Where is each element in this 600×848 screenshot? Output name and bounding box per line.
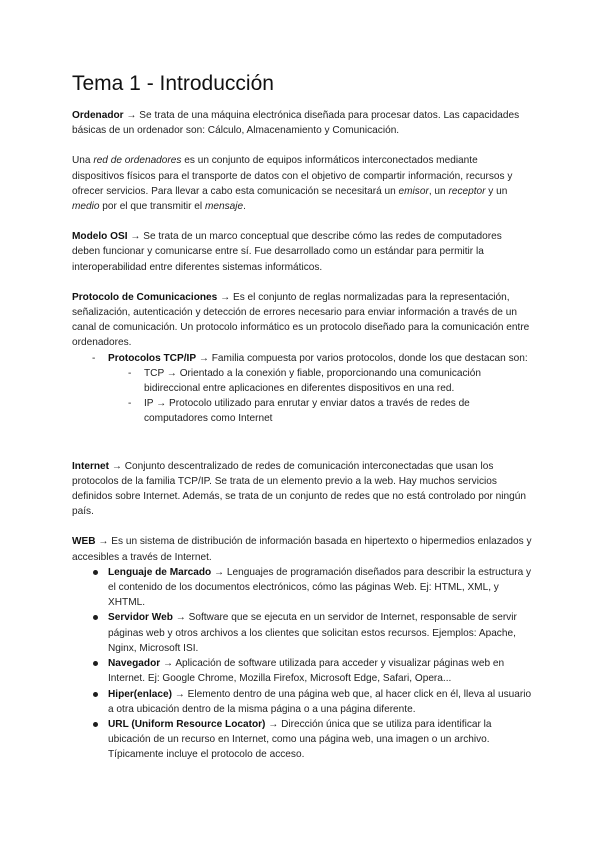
paragraph-web xyxy=(72,534,532,564)
term-emisor: emisor xyxy=(398,185,429,197)
text-red-5: por el que transmitir el xyxy=(99,201,205,213)
text-lenguaje-marcado: → Lenguajes de programación diseñados para describir la estructura y el contenido de los documentos electrónicos, cómo las páginas Web. Ej: HTML, XML, y XHTML. xyxy=(108,566,532,609)
paragraph-ordenador xyxy=(72,108,532,138)
list-protocolos xyxy=(72,351,532,427)
text-osi: → Se trata de un marco conceptual que describe cómo las redes de computadores deben funcionar y comunicarse entre sí. Fue desarrollado como un estándar para permitir la interoperabilidad entre diferentes sistemas informáticos. xyxy=(72,231,502,273)
text-ordenador: → Se trata de una máquina electrónica diseñada para procesar datos. Las capacidades básicas de un ordenador son: Cálculo, Almacenamiento y Comunicación. xyxy=(72,110,520,137)
text-red-1: Una xyxy=(72,155,94,167)
text-red-3: , un xyxy=(428,185,449,197)
list-item-ip: - IP → Protocolo utilizado para enrutar y enviar datos a través de redes de computadores como Internet xyxy=(128,396,532,426)
term-medio: medio xyxy=(72,201,100,213)
text-url: → Dirección única que se utiliza para identificar la ubicación de un recurso en Internet, como una página web, una imagen o un archivo. Típicamente incluye el protocolo de acceso. xyxy=(108,718,492,761)
page-title: Tema 1 - Introducción xyxy=(72,72,274,95)
text-web: → Es un sistema de distribución de información basada en hipertexto o hipermedios enlazados y accesibles a través de Internet. xyxy=(72,536,532,563)
term-protocolo: Protocolo de Comunicaciones xyxy=(72,291,218,303)
list-item-tcpip xyxy=(92,351,532,427)
term-lenguaje-marcado: Lenguaje de Marcado xyxy=(108,566,212,578)
text-red-4: y un xyxy=(485,185,508,197)
term-url: URL (Uniform Resource Locator) xyxy=(108,718,266,730)
text-hiperenlace: → Elemento dentro de una página web que, al hacer click en él, lleva al usuario a otra ubicación dentro de la misma página o a una página diferente. xyxy=(108,688,532,715)
list-tcpip-items xyxy=(108,366,532,427)
paragraph-protocolo xyxy=(72,290,532,351)
term-navegador: Navegador xyxy=(108,658,161,670)
term-servidor-web: Servidor Web xyxy=(108,612,173,624)
text-internet: → Conjunto descentralizado de redes de comunicación interconectadas que usan los protocolos de la familia TCP/IP. Se trata de un elemento previo a la web. Hay muchos servicios definidos sobre Internet. Además, se trata de un conjunto de redes que no está controlado por ningún país. xyxy=(72,460,526,518)
list-item-lenguaje-marcado xyxy=(92,565,532,611)
text-tcpip: → Familia compuesta por varios protocolos, donde los que destacan son: xyxy=(196,352,528,364)
list-item-hiperenlace xyxy=(92,687,532,717)
paragraph-red xyxy=(72,153,532,214)
text-red-6: . xyxy=(243,201,246,213)
list-item-navegador xyxy=(92,656,532,686)
text-protocolo: → Es el conjunto de reglas normalizadas para la representación, señalización, autenticación y detección de errores necesario para enviar información a través de un canal de comunicación. Un protocolo informático es un protocolo diseñado para la comunicación entre ordenadores. xyxy=(72,291,530,349)
term-hiperenlace: Hiper(enlace) xyxy=(108,688,172,700)
text-servidor-web: → Software que se ejecuta en un servidor de Internet, responsable de servir páginas web y otros archivos a los clientes que solicitan estos recursos. Ejemplos: Apache, Nginx, Microsoft ISI. xyxy=(108,612,517,654)
term-tcpip: Protocolos TCP/IP xyxy=(108,352,197,364)
term-web: WEB xyxy=(72,536,96,548)
term-ordenador: Ordenador xyxy=(72,110,124,121)
term-modelo-osi: Modelo OSI xyxy=(72,231,128,243)
list-item-url xyxy=(92,717,532,763)
paragraph-internet xyxy=(72,459,532,520)
list-web xyxy=(72,565,532,763)
list-item-tcp: - TCP → Orientado a la conexión y fiable, proporcionando una comunicación bidireccional entre aplicaciones en diferentes dispositivos en una red. xyxy=(128,366,532,396)
text-red-2: es un conjunto de equipos informáticos interconectados mediante dispositivos físicos para el transporte de datos con el objetivo de compartir información, recursos y ofrecer servicios. Para llevar a cabo esta comunicación se necesitará un xyxy=(72,155,513,197)
term-mensaje: mensaje xyxy=(204,201,244,213)
term-red-de-ordenadores: red de ordenadores xyxy=(93,155,182,167)
term-receptor: receptor xyxy=(448,185,486,197)
document-page xyxy=(72,70,532,763)
text-navegador: → Aplicación de software utilizada para acceder y visualizar páginas web en Internet. Ej: Google Chrome, Mozilla Firefox, Microsoft Edge, Safari, Opera... xyxy=(108,658,505,685)
list-item-servidor-web xyxy=(92,610,532,656)
paragraph-osi xyxy=(72,229,532,275)
term-internet: Internet xyxy=(72,460,110,472)
